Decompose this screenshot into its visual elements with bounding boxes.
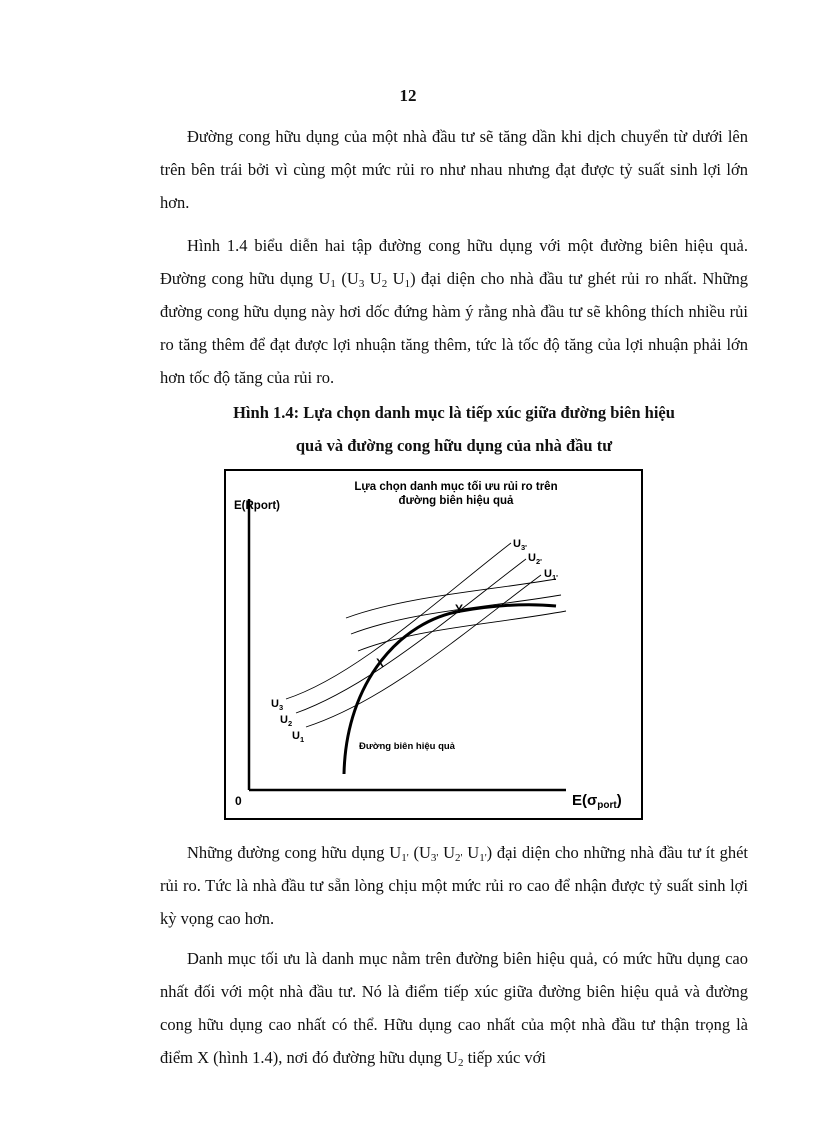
- point-x-label: X: [376, 656, 385, 670]
- text-run: (U: [335, 269, 359, 288]
- label-u1-prime-sub: 1': [551, 573, 558, 582]
- origin-label: 0: [235, 794, 242, 808]
- utility-curve-u1: [358, 611, 566, 651]
- label-u1-sub: 1: [299, 735, 305, 744]
- label-u2-prime-letter: U: [528, 552, 536, 564]
- subscript: 3: [358, 278, 365, 290]
- subscript: 1': [479, 852, 487, 864]
- x-axis-label-end: ): [616, 792, 622, 809]
- label-u3: [271, 698, 283, 712]
- text-run: U: [438, 843, 456, 862]
- subscript: 2': [455, 852, 463, 864]
- subscript: 3': [430, 852, 439, 864]
- label-u2-sub: 2: [287, 719, 293, 728]
- subscript: 1': [401, 852, 409, 864]
- text-run: Danh mục tối ưu là danh mục nằm trên đường biên hiệu quả, có mức hữu dụng cao nhất đối với một nhà đầu tư. Nó là điểm tiếp xúc giữa đường biên hiệu quả và đường cong hữu dụng cao nhất có thể. Hữu dụng cao nhất của một nhà đầu tư thận trọng là điểm X (hình 1.4), nơi đó đường hữu dụng U: [160, 949, 748, 1067]
- subscript: 2: [457, 1057, 464, 1069]
- utility-curve-u1-prime: [306, 575, 541, 727]
- paragraph-figure-description: [160, 229, 748, 394]
- label-u1: [292, 730, 304, 744]
- x-axis-label-sub: port: [597, 800, 617, 811]
- x-axis-label: [572, 792, 622, 811]
- label-u2-prime: [528, 552, 542, 566]
- text-run: U: [387, 269, 405, 288]
- label-u1-prime-letter: U: [544, 568, 552, 580]
- label-u2-prime-sub: 2': [535, 557, 542, 566]
- subscript: 2: [381, 278, 388, 290]
- text-run: ) đại diện cho những nhà đầu tư ít ghét rủi ro. Tức là nhà đầu tư sẵn lòng chịu một mức rủi ro cao để nhận được tỷ suất sinh lợi kỳ vọng cao hơn.: [160, 843, 748, 928]
- figure-1-4: [224, 469, 643, 820]
- text-run: U: [364, 269, 382, 288]
- utility-curve-u3-prime: [286, 543, 511, 699]
- text-run: (U: [408, 843, 431, 862]
- y-axis-label: E(Rport): [234, 500, 280, 512]
- label-u2: [280, 714, 292, 728]
- paragraph-less-averse: [160, 836, 748, 935]
- text-run: Những đường cong hữu dụng U: [187, 843, 402, 862]
- paragraph-optimal-portfolio: [160, 942, 748, 1074]
- frontier-label: Đường biên hiệu quả: [359, 741, 455, 752]
- label-u3-prime-sub: 3': [520, 543, 527, 552]
- text-run: ) đại diện cho nhà đầu tư ghét rủi ro nhất. Những đường cong hữu dụng này hơi dốc đứng hàm ý rằng nhà đầu tư sẽ không thích nhiều rủi ro tăng thêm để đạt được lợi nhuận tăng thêm, tức là tốc độ tăng của lợi nhuận phải lớn hơn tốc độ tăng của rủi ro.: [160, 269, 748, 387]
- text-run: tiếp xúc với: [463, 1048, 546, 1067]
- figure-title-line-2: đường biên hiệu quả: [398, 495, 514, 507]
- label-u1-letter: U: [292, 730, 300, 742]
- figure-caption-line-2: quả và đường cong hữu dụng của nhà đầu tư: [295, 436, 613, 455]
- point-y-label: Y: [455, 602, 464, 616]
- subscript: 1: [404, 278, 411, 290]
- label-u3-sub: 3: [278, 703, 284, 712]
- text-run: Hình 1.4 biểu diễn hai tập đường cong hữu dụng với một đường biên hiệu quả. Đường cong hữu dụng U: [160, 236, 748, 288]
- paragraph-utility-intro: Đường cong hữu dụng của một nhà đầu tư sẽ tăng dần khi dịch chuyển từ dưới lên trên bên trái bởi vì cùng một mức rủi ro như nhau nhưng đạt được tỷ suất sinh lợi lớn hơn.: [160, 127, 748, 212]
- page-number: 12: [399, 86, 417, 105]
- figure-graph: [226, 471, 640, 817]
- label-u3-prime-letter: U: [513, 538, 521, 550]
- subscript: 1: [330, 278, 336, 290]
- x-axis-label-main: E(σ: [572, 792, 598, 809]
- label-u3-letter: U: [271, 698, 279, 710]
- text-run: U: [462, 843, 480, 862]
- figure-title-line-1: Lựa chọn danh mục tối ưu rủi ro trên: [354, 481, 558, 493]
- label-u2-letter: U: [280, 714, 288, 726]
- label-u1-prime: [544, 568, 558, 582]
- figure-caption-line-1: Hình 1.4: Lựa chọn danh mục là tiếp xúc giữa đường biên hiệu: [233, 403, 675, 422]
- label-u3-prime: [513, 538, 527, 552]
